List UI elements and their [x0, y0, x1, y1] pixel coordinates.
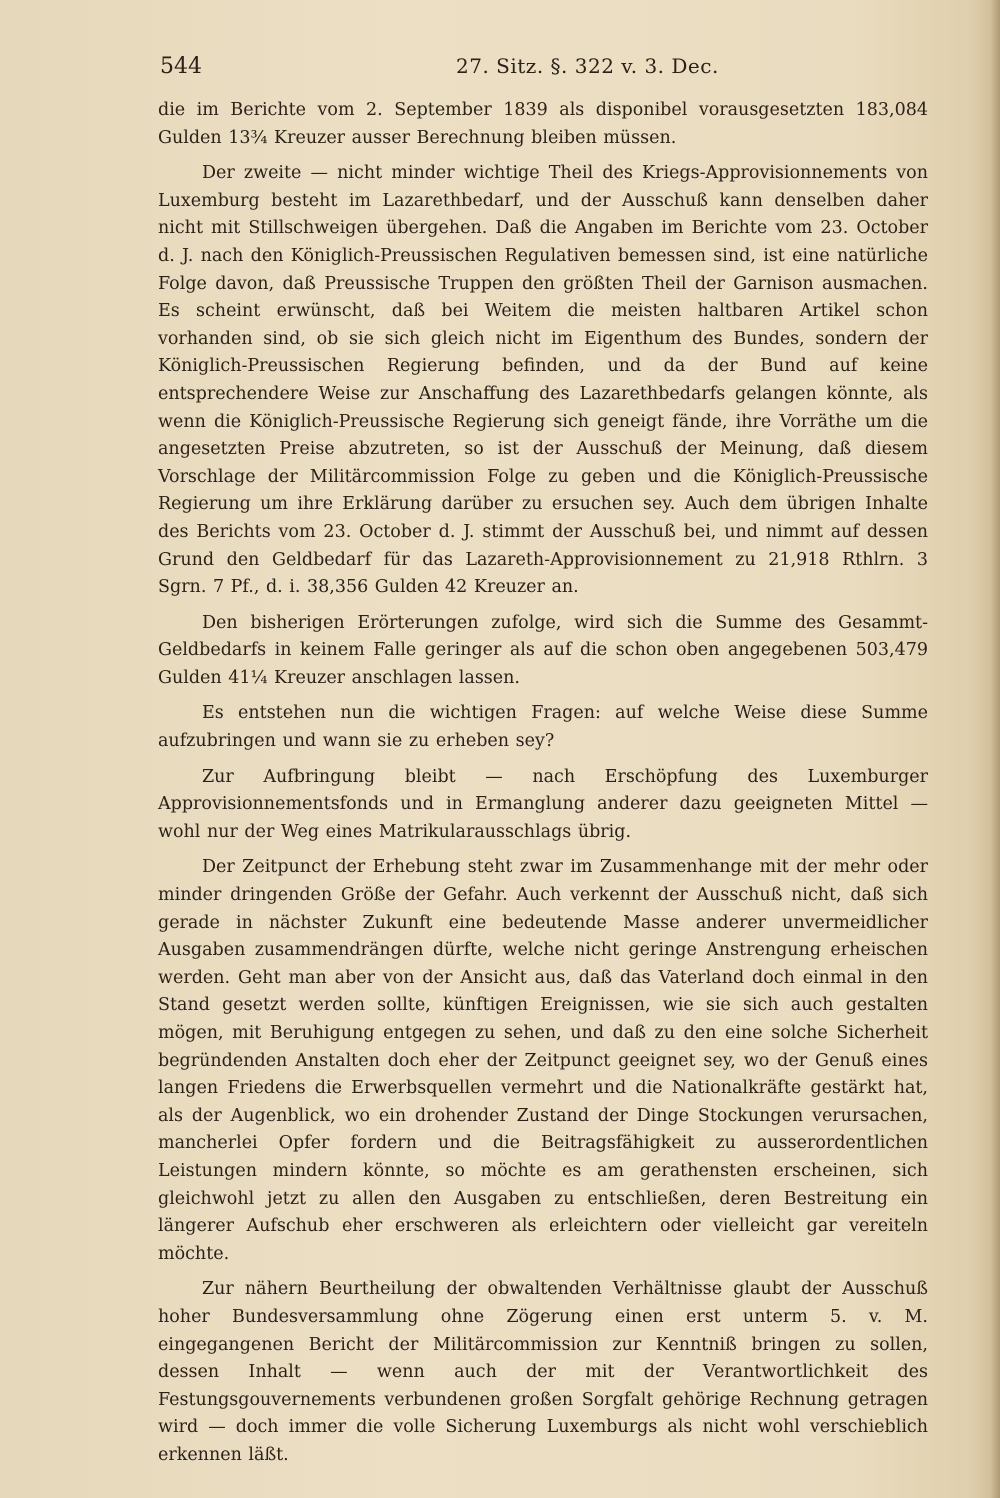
paragraph-3: Den bisherigen Erörterungen zufolge, wird sich die Summe des Gesammt-Geldbedarfs in keinem Falle geringer als auf die schon oben angegebenen 503,479 Gulden 41¼ Kreuzer anschlagen lassen.: [158, 612, 928, 688]
paragraph-2: Der zweite — nicht minder wichtige Theil des Kriegs-Approvisionnements von Luxemburg besteht im Lazarethbedarf, und der Ausschuß kann denselben daher nicht mit Stillschweigen übergehen. Daß die Angaben im Berichte vom 23. October d. J. nach den Königlich-Preussischen Regulativen bemessen sind, ist eine natürliche Folge davon, daß Preussische Truppen den größten Theil der Garnison ausmachen. Es scheint erwünscht, daß bei Weitem die meisten haltbaren Artikel schon vorhanden sind, ob sie sich gleich nicht im Eigenthum des Bundes, sondern der Königlich-Preussischen Regierung befinden, und da der Bund auf keine entsprechendere Weise zur Anschaffung des Lazarethbedarfs gelangen könnte, als wenn die Königlich-Preussische Regierung sich geneigt fände, ihre Vorräthe um die angesetzten Preise abzutreten, so ist der Ausschuß der Meinung, daß diesem Vorschlage der Militärcommission Folge zu geben und die Königlich-Preussische Regierung um ihre Erklärung darüber zu ersuchen sey. Auch dem übrigen Inhalte des Berichts vom 23. October d. J. stimmt der Ausschuß bei, und nimmt auf dessen Grund den Geldbedarf für das Lazareth-Approvisionnement zu 21,918 Rthlrn. 3 Sgrn. 7 Pf., d. i. 38,356 Gulden 42 Kreuzer an.: [158, 163, 928, 598]
paragraph-7: Zur nähern Beurtheilung der obwaltenden Verhältnisse glaubt der Ausschuß hoher Bundesversammlung ohne Zögerung einen erst unterm 5. v. M. eingegangenen Bericht der Militärcommission zur Kenntniß bringen zu sollen, dessen Inhalt — wenn auch der mit der Verantwortlichkeit des Festungsgouvernements verbundenen großen Sorgfalt gehörige Rechnung getragen wird — doch immer die volle Sicherung Luxemburgs als nicht wohl verschieblich erkennen läßt.: [158, 1279, 928, 1465]
paragraph-5: Zur Aufbringung bleibt — nach Erschöpfung des Luxemburger Approvisionnementsfonds und in Ermanglung anderer dazu geeigneten Mittel — wohl nur der Weg eines Matrikularausschlags übrig.: [158, 766, 928, 842]
running-head: 27. Sitz. §. 322 v. 3. Dec.: [456, 54, 719, 78]
paragraph-6: Der Zeitpunct der Erhebung steht zwar im Zusammenhange mit der mehr oder minder dringenden Größe der Gefahr. Auch verkennt der Ausschuß nicht, daß sich gerade in nächster Zukunft eine bedeutende Masse anderer unvermeidlicher Ausgaben zusammendrängen dürfte, welche nicht geringe Anstrengung erheischen werden. Geht man aber von der Ansicht aus, daß das Vaterland doch einmal in den Stand gesetzt werden sollte, künftigen Ereignissen, wie sie sich auch gestalten mögen, mit Beruhigung entgegen zu sehen, und daß zu den eine solche Sicherheit begründenden Anstalten doch eher der Zeitpunct geeignet sey, wo der Genuß eines langen Friedens die Erwerbsquellen vermehrt und die Nationalkräfte gestärkt hat, als der Augenblick, wo ein drohender Zustand der Dinge Stockungen verursachen, mancherlei Opfer fordern und die Beitragsfähigkeit zu ausserordentlichen Leistungen mindern könnte, so möchte es am gerathensten erscheinen, sich gleichwohl jetzt zu allen den Ausgaben zu entschließen, deren Bestreitung ein längerer Aufschub eher erschweren als erleichtern oder vielleicht gar vereiteln möchte.: [158, 857, 928, 1264]
body-text: [158, 97, 928, 1478]
page-header: [160, 54, 930, 84]
paragraph-1: die im Berichte vom 2. September 1839 als disponibel vorausgesetzten 183,084 Gulden 13¾ Kreuzer ausser Berechnung bleiben müssen.: [158, 100, 928, 148]
page-number: 544: [160, 54, 202, 79]
paragraph-4: Es entstehen nun die wichtigen Fragen: auf welche Weise diese Summe aufzubringen und wann sie zu erheben sey?: [158, 703, 928, 752]
